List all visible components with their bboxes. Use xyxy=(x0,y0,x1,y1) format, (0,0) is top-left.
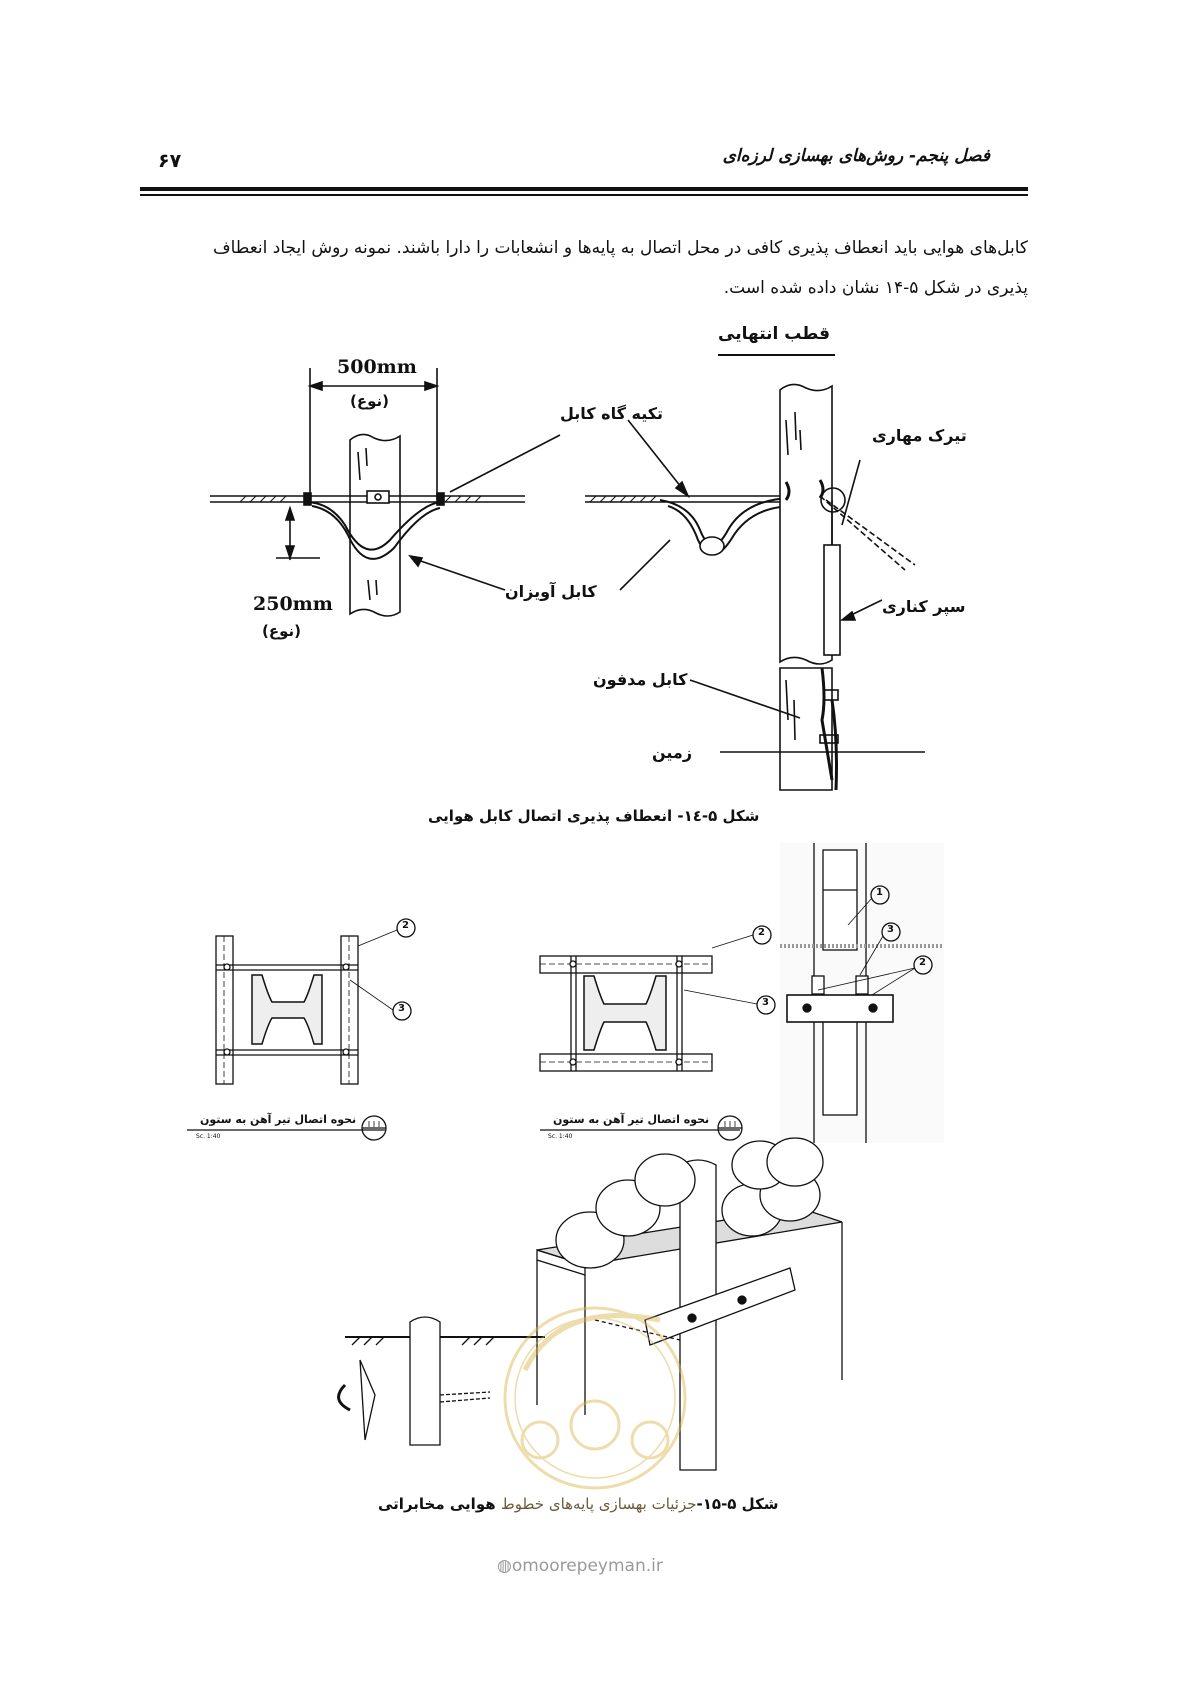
watermark-url xyxy=(497,1556,663,1576)
figure-15-caption xyxy=(378,1495,779,1513)
label-side-guard: سپر کناری xyxy=(882,597,966,616)
detail-scale-middle: Sc. 1:40 xyxy=(548,1133,573,1140)
dimension-250mm-note: (نوع) xyxy=(262,622,301,640)
globe-icon: ◍ xyxy=(497,1556,512,1576)
figure-14-caption: شکل ۵-۱٤- انعطاف پذیری اتصال کابل هوایی xyxy=(428,807,760,825)
callout-2-left: 2 xyxy=(402,920,409,931)
label-end-pole: قطب انتهایی xyxy=(718,324,830,344)
dimension-500mm-note: (نوع) xyxy=(350,392,389,410)
detail-title-left: نحوه اتصال تیر آهن به ستون xyxy=(200,1113,357,1126)
label-guy-pole: تیرک مهاری xyxy=(872,426,967,445)
callout-2-middle: 2 xyxy=(758,927,765,938)
label-buried-cable: کابل مدفون xyxy=(593,670,688,689)
callout-3-middle: 3 xyxy=(762,997,769,1008)
detail-title-middle: نحوه اتصال تیر آهن به ستون xyxy=(553,1113,710,1126)
page-number: ۶۷ xyxy=(158,150,182,172)
dimension-250mm: 250mm xyxy=(253,593,333,615)
watermark-url-text: omoorepeyman.ir xyxy=(511,1556,663,1576)
callout-3-left: 3 xyxy=(398,1003,405,1014)
label-cable-support: تکیه گاه کابل xyxy=(560,404,664,423)
figure-15-caption-middle: جزئیات بهسازی پایه‌های خطوط xyxy=(500,1495,697,1513)
label-ground: زمین xyxy=(652,743,693,762)
callout-1-right: 1 xyxy=(876,887,883,898)
detail-scale-left: Sc. 1:40 xyxy=(196,1133,221,1140)
body-line-2: پذیری در شکل ۵-۱۴ نشان داده شده است. xyxy=(723,278,1028,298)
callout-2-right: 2 xyxy=(919,957,926,968)
figure-15-caption-end: هوایی مخابراتی xyxy=(378,1495,496,1513)
figure-15-caption-bold: شکل ۵-۱۵- xyxy=(696,1495,779,1513)
running-header-title: فصل پنجم- روش‌های بهسازی لرزه‌ای xyxy=(722,146,990,166)
callout-3-right: 3 xyxy=(887,924,894,935)
body-line-1: کابل‌های هوایی باید انعطاف پذیری کافی در محل اتصال به پایه‌ها و انشعابات را دارا باشند. نمونه روش ایجاد انعطاف xyxy=(212,238,1028,258)
dimension-500mm: 500mm xyxy=(337,356,417,378)
label-hanging-cable: کابل آویزان xyxy=(505,582,597,601)
